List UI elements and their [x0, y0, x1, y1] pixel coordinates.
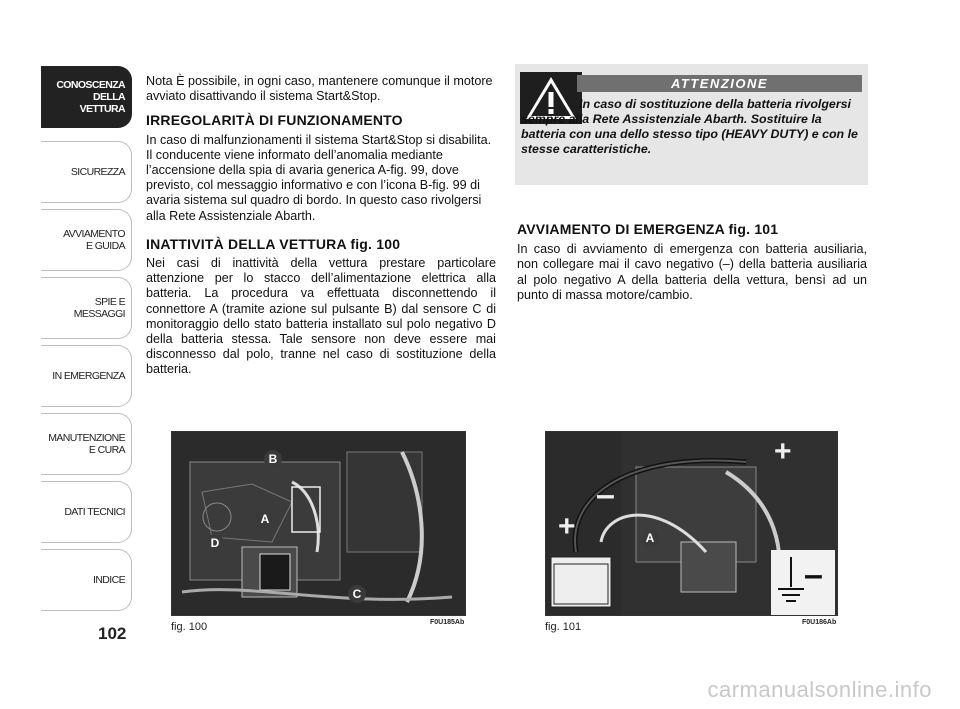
figure-101-code: F0U186Ab [802, 619, 837, 626]
section-body-inattivita: Nei casi di inattività della vettura prestare particolare attenzione per lo stacco dell’alimentazione elettrica alla batteria. La procedura va effettuata disconnettendo il connettore A (tramite azione sul pulsante B) dal sensore C di monitoraggio dello stato batteria installato sul polo negativo D della batteria stessa. Tale sensore non deve essere mai disconnesso dal polo, tranne nel caso di sostituzione della batteria. [146, 256, 496, 377]
warning-text: In caso di sostituzione della batteria rivolgersi sempre alla Rete Assistenziale Abarth. Sostituire la batteria con una dello stesso tipo (HEAVY DUTY) e con le stesse caratteristiche. [521, 97, 858, 156]
figure-101-emergency-start [545, 431, 838, 616]
section-title-avviamento-emergenza: AVVIAMENTO DI EMERGENZA fig. 101 [517, 221, 779, 237]
figure-100-code: F0U185Ab [430, 619, 465, 626]
tab-indice[interactable]: INDICE [41, 549, 132, 611]
section-title-inattivita: INATTIVITÀ DELLA VETTURA fig. 100 [146, 235, 401, 252]
page-number: 102 [98, 624, 127, 643]
section-body-irregolarita: In caso di malfunzionamenti il sistema Start&Stop si disabilita. Il conducente viene informato dell’anomalia mediante l’accensione della spia di avaria generica A-fig. 99, dove previsto, col messaggio informativo e con l’icona B-fig. 99 di avaria sistema sul quadro di bordo. In questo caso rivolgersi alla Rete Assistenziale Abarth. [146, 132, 492, 223]
minus-sign-icon: – [596, 476, 615, 514]
right-column [517, 222, 867, 303]
tab-dati-tecnici[interactable]: DATI TECNICI [41, 481, 132, 543]
plus-sign-icon: + [558, 510, 576, 543]
marker-c: C [348, 585, 366, 603]
section-body-avviamento-emergenza: In caso di avviamento di emergenza con batteria ausiliaria, non collegare mai il cavo negativo (–) della batteria ausiliaria al polo negativo A della batteria della vettura, bensì ad un punto di massa motore/cambio. [517, 242, 867, 302]
minus-sign-icon: – [804, 556, 823, 594]
note-paragraph: Nota È possibile, in ogni caso, mantenere comunque il motore avviato disattivando il sistema Start&Stop. [146, 74, 493, 104]
figure-100-caption: fig. 100 [171, 621, 208, 633]
plus-sign-icon: + [774, 435, 792, 468]
tab-in-emergenza[interactable]: IN EMERGENZA [41, 345, 132, 407]
warning-label: ATTENZIONE [577, 75, 862, 92]
marker-a: A [641, 529, 659, 547]
figure-100-battery-sensor [171, 431, 466, 616]
tab-manutenzione-e-cura[interactable]: MANUTENZIONE E CURA [41, 413, 132, 475]
tab-sicurezza[interactable]: SICUREZZA [41, 141, 132, 203]
marker-a: A [256, 510, 274, 528]
figure-101-caption: fig. 101 [545, 621, 582, 633]
marker-b: B [264, 450, 282, 468]
tab-spie-e-messaggi[interactable]: SPIE E MESSAGGI [41, 277, 132, 339]
watermark: carmanualsonline.info [707, 677, 932, 702]
section-title-irregolarita: IRREGOLARITÀ DI FUNZIONAMENTO [146, 112, 403, 129]
marker-d: D [206, 534, 224, 552]
tab-conoscenza-della-vettura[interactable]: CONOSCENZA DELLA VETTURA [41, 66, 132, 128]
left-column [146, 74, 496, 378]
warning-box [515, 64, 868, 185]
tab-avviamento-e-guida[interactable]: AVVIAMENTO E GUIDA [41, 209, 132, 271]
